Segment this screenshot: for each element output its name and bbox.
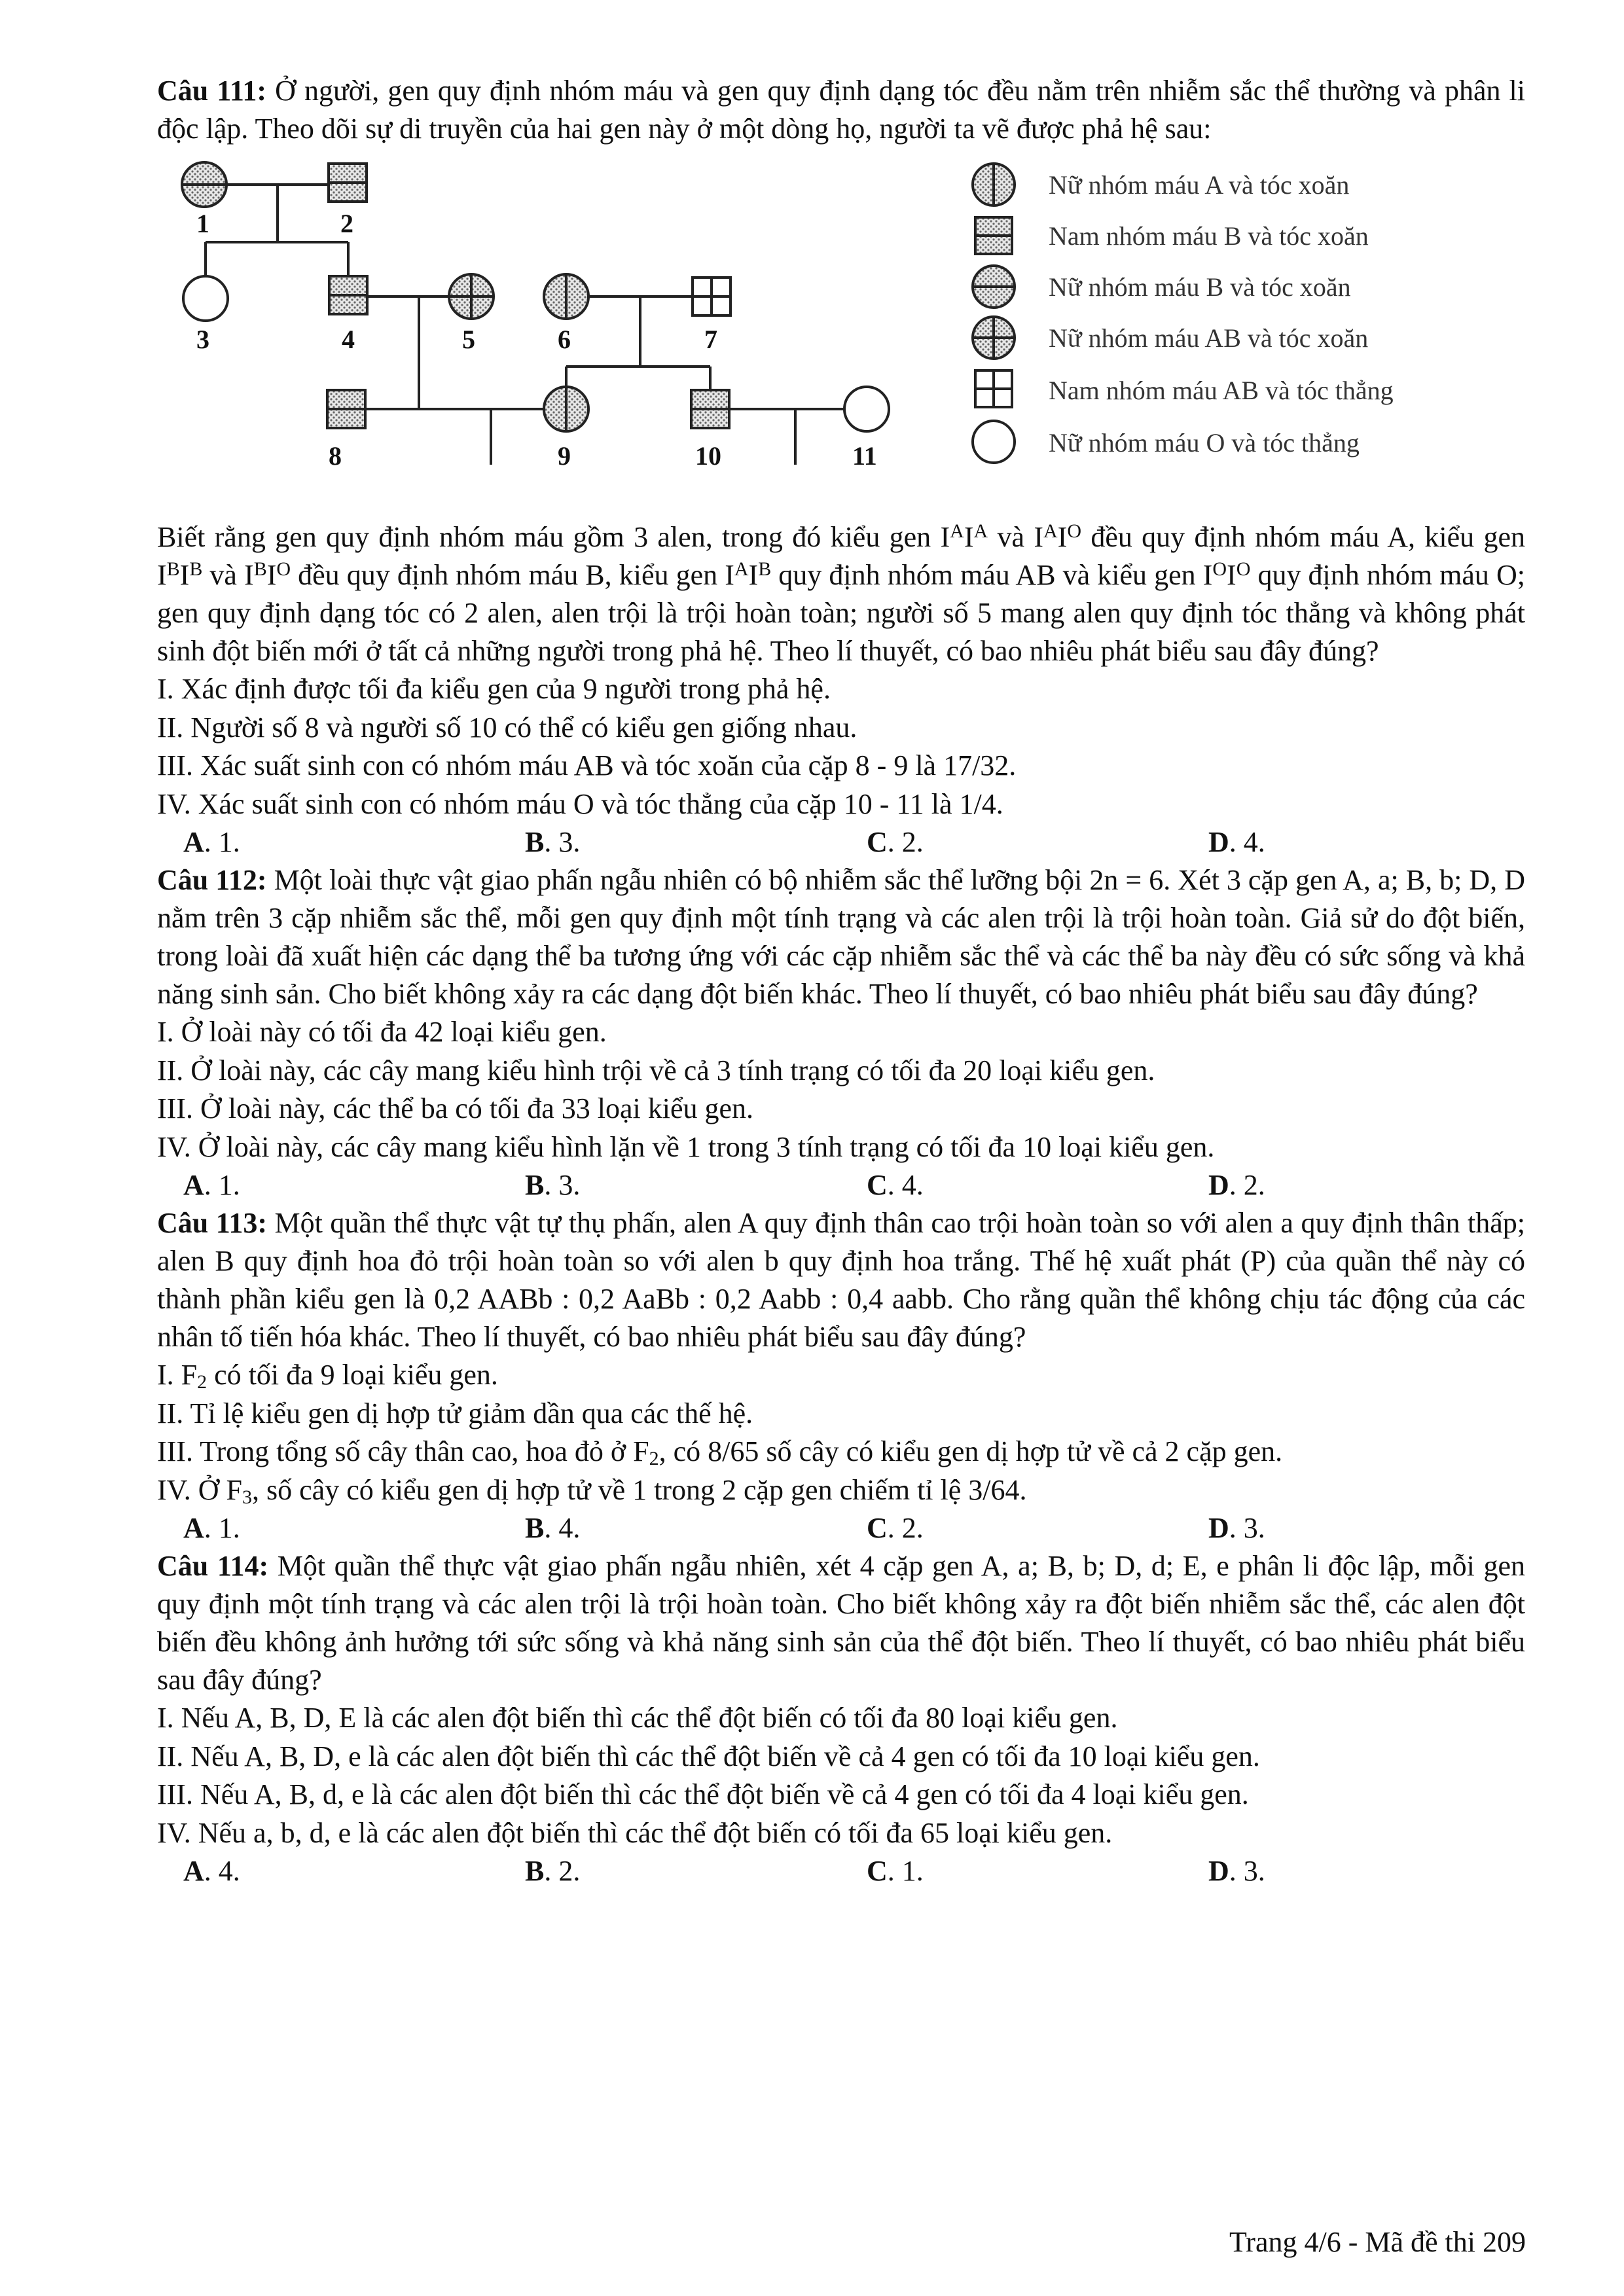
q114-statement-2: II. Nếu A, B, D, e là các alen đột biến thì các thể đột biến về cả 4 gen có tối đa 10 loại kiểu gen. <box>157 1740 1260 1772</box>
q113-s4-a: IV. Ở F <box>157 1473 243 1506</box>
q111-statement-4: IV. Xác suất sinh con có nhóm máu O và tóc thẳng của cặp 10 - 11 là 1/4. <box>157 787 1003 820</box>
q114-option-d[interactable] <box>1182 1852 1524 1890</box>
option-value: . 4. <box>544 1512 581 1544</box>
legend-male-b-curly: Nam nhóm máu B và tóc xoăn <box>1049 221 1369 251</box>
q111-body-e: quy định nhóm máu O; gen quy định dạng tóc có 2 alen, alen trội là trội hoàn toàn; người số 5 mang alen quy định tóc thẳng và không phát sinh đột biến mới ở tất cả những người trong phả hệ. Theo lí thuyết, có bao nhiêu phát biểu sau đây đúng? <box>157 559 1526 667</box>
q111-statement-1: I. Xác định được tối đa kiểu gen của 9 người trong phả hệ. <box>157 673 831 705</box>
q113-statement-3 <box>157 1433 1525 1471</box>
option-letter: C <box>867 1855 888 1887</box>
option-letter: B <box>525 1512 545 1544</box>
option-letter: B <box>525 1169 545 1201</box>
legend-female-ab-curly: Nữ nhóm máu AB và tóc xoăn <box>1049 323 1369 353</box>
sup-o1: O <box>1067 520 1081 542</box>
q114-statement-1: I. Nếu A, B, D, E là các alen đột biến thì các thể đột biến có tối đa 80 loại kiểu gen. <box>157 1702 1118 1734</box>
q112-statement-2: II. Ở loài này, các cây mang kiểu hình trội về cả 3 tính trạng có tối đa 20 loại kiểu gen. <box>157 1054 1155 1086</box>
q112-statement-4: IV. Ở loài này, các cây mang kiểu hình lặn về 1 trong 3 tính trạng có tối đa 10 loại kiểu gen. <box>157 1130 1215 1163</box>
q112-statement-1: I. Ở loài này có tối đa 42 loại kiểu gen. <box>157 1016 607 1048</box>
q112-intro <box>157 861 1525 1013</box>
option-value: . 1. <box>204 1512 240 1544</box>
allele-i-5: I <box>748 559 759 591</box>
option-value: . 2. <box>1229 1169 1265 1201</box>
option-letter: C <box>867 1512 888 1544</box>
q113-s3-sub: 2 <box>649 1448 659 1469</box>
pedigree-number-6: 6 <box>558 325 571 354</box>
q114-option-c[interactable] <box>840 1852 1182 1890</box>
q113-s4-b: , số cây có kiểu gen dị hợp tử về 1 trong 2 cặp gen chiếm tỉ lệ 3/64. <box>252 1473 1027 1506</box>
sup-a1: A <box>950 520 964 542</box>
q111-option-b[interactable] <box>499 823 840 861</box>
option-letter: C <box>867 826 888 858</box>
sup-a4: A <box>734 558 749 580</box>
q111-option-c[interactable] <box>840 823 1182 861</box>
option-value: . 1. <box>204 1169 240 1201</box>
q111-option-a[interactable] <box>157 823 499 861</box>
q113-s3-a: III. Trong tổng số cây thân cao, hoa đỏ ở F <box>157 1435 649 1467</box>
q113-s4-sub: 3 <box>242 1486 253 1508</box>
q112-option-c[interactable] <box>840 1166 1182 1204</box>
pedigree-figure <box>157 157 1525 511</box>
legend-female-a-curly: Nữ nhóm máu A và tóc xoăn <box>1049 170 1350 200</box>
pedigree-number-4: 4 <box>342 325 355 354</box>
q113-s3-b: , có 8/65 số cây có kiểu gen dị hợp tử về cả 2 cặp gen. <box>659 1435 1283 1467</box>
q111-statement-2: II. Người số 8 và người số 10 có thể có kiểu gen giống nhau. <box>157 711 857 744</box>
allele-i-6: I <box>1227 559 1236 591</box>
q111-options <box>157 823 1525 861</box>
q111-body-a: Biết rằng gen quy định nhóm máu gồm 3 alen, trong đó kiểu gen I <box>157 521 950 553</box>
q112-label: Câu 112: <box>157 864 267 896</box>
option-letter: B <box>525 1855 545 1887</box>
sup-o4: O <box>1236 558 1251 580</box>
q113-option-c[interactable] <box>840 1509 1182 1547</box>
q111-body-b: đều quy định nhóm máu A, kiểu gen I <box>157 521 1525 591</box>
q111-statement-3: III. Xác suất sinh con có nhóm máu AB và tóc xoăn của cặp 8 - 9 là 17/32. <box>157 749 1017 781</box>
q112-option-d[interactable] <box>1182 1166 1524 1204</box>
option-value: . 1. <box>887 1855 924 1887</box>
q113-options <box>157 1509 1525 1547</box>
option-value: . 2. <box>544 1855 581 1887</box>
q111-body-c: đều quy định nhóm máu B, kiểu gen I <box>291 559 734 591</box>
sup-b2: B <box>189 558 203 580</box>
q111-label: Câu 111: <box>157 75 267 107</box>
option-value: . 4. <box>887 1169 924 1201</box>
legend-female-o-straight: Nữ nhóm máu O và tóc thẳng <box>1049 428 1360 457</box>
q113-s1-sub: 2 <box>197 1371 208 1393</box>
sup-b3: B <box>253 558 267 580</box>
q114-intro <box>157 1547 1525 1699</box>
q113-option-b[interactable] <box>499 1509 840 1547</box>
allele-i-3: I <box>179 559 190 591</box>
q113-option-a[interactable] <box>157 1509 499 1547</box>
q114-intro-text: Một quần thể thực vật giao phấn ngẫu nhiên, xét 4 cặp gen A, a; B, b; D, d; E, e phân li độc lập, mỗi gen quy định một tính trạng và các alen trội là trội hoàn toàn. Cho biết không xảy ra đột biến nhiễm sắc thể, các alen đột biến đều không ảnh hưởng tới sức sống và khả năng sinh sản của thể đột biến. Theo lí thuyết, có bao nhiêu phát biểu sau đây đúng? <box>157 1550 1525 1696</box>
option-letter: D <box>1208 826 1229 858</box>
q112-intro-text: Một loài thực vật giao phấn ngẫu nhiên có bộ nhiễm sắc thể lưỡng bội 2n = 6. Xét 3 cặp gen A, a; B, b; D, D nằm trên 3 cặp nhiễm sắc thể, mỗi gen quy định một tính trạng và các alen trội là trội hoàn toàn. Giả sử do đột biến, trong loài đã xuất hiện các dạng thể ba tương ứng với các cặp nhiễm sắc thể và các thể ba này đều có sức sống và khả năng sinh sản. Cho biết không xảy ra các dạng đột biến khác. Theo lí thuyết, có bao nhiêu phát biểu sau đây đúng? <box>157 864 1525 1010</box>
person-11-symbol <box>844 387 889 431</box>
pedigree-number-9: 9 <box>558 441 571 471</box>
q113-option-d[interactable] <box>1182 1509 1524 1547</box>
q113-statement-1 <box>157 1356 1525 1395</box>
sup-a3: A <box>1043 520 1058 542</box>
q111-intro <box>157 72 1525 148</box>
option-value: . 4. <box>204 1855 240 1887</box>
q114-label: Câu 114: <box>157 1550 269 1582</box>
q114-option-a[interactable] <box>157 1852 499 1890</box>
option-value: . 3. <box>1229 1512 1265 1544</box>
page-footer: Trang 4/6 - Mã đề thi 209 <box>1229 2226 1526 2258</box>
option-value: . 4. <box>1229 826 1265 858</box>
pedigree-number-5: 5 <box>462 325 475 354</box>
q112-option-b[interactable] <box>499 1166 840 1204</box>
option-value: . 3. <box>1229 1855 1265 1887</box>
q113-label: Câu 113: <box>157 1207 267 1239</box>
q114-option-b[interactable] <box>499 1852 840 1890</box>
legend-female-b-curly: Nữ nhóm máu B và tóc xoăn <box>1049 272 1351 302</box>
pedigree-number-8: 8 <box>329 441 342 471</box>
allele-i-2: I <box>1057 521 1068 553</box>
sup-b4: B <box>758 558 772 580</box>
option-value: . 2. <box>887 826 924 858</box>
q114-options <box>157 1852 1525 1890</box>
q113-statement-4 <box>157 1471 1525 1510</box>
pedigree-number-11: 11 <box>852 441 877 471</box>
sup-a2: A <box>973 520 988 542</box>
allele-i-1: I <box>964 521 974 553</box>
person-3-symbol <box>183 276 228 321</box>
option-letter: D <box>1208 1855 1229 1887</box>
option-letter: A <box>183 1169 204 1201</box>
option-letter: A <box>183 826 204 858</box>
q114-statement-3: III. Nếu A, B, d, e là các alen đột biến thì các thể đột biến về cả 4 gen có tối đa 4 loại kiểu gen. <box>157 1778 1249 1810</box>
pedigree-number-10: 10 <box>695 441 721 471</box>
pedigree-number-3: 3 <box>196 325 209 354</box>
option-letter: B <box>525 826 545 858</box>
q111-body <box>157 518 1525 670</box>
q112-options <box>157 1166 1525 1204</box>
sup-o3: O <box>1212 558 1227 580</box>
q113-intro <box>157 1204 1525 1356</box>
option-letter: A <box>183 1512 204 1544</box>
option-value: . 1. <box>204 826 240 858</box>
q111-va: và I <box>988 521 1043 553</box>
option-value: . 3. <box>544 1169 581 1201</box>
q113-s1-a: I. F <box>157 1359 198 1391</box>
q112-statement-3: III. Ở loài này, các thể ba có tối đa 33 loại kiểu gen. <box>157 1092 754 1124</box>
legend-male-ab-straight: Nam nhóm máu AB và tóc thẳng <box>1049 376 1394 405</box>
q114-statement-4: IV. Nếu a, b, d, e là các alen đột biến thì các thể đột biến có tối đa 65 loại kiểu gen. <box>157 1816 1113 1849</box>
pedigree-legend <box>973 164 1394 463</box>
q111-body-d: quy định nhóm máu AB và kiểu gen I <box>771 559 1213 591</box>
pedigree-number-7: 7 <box>704 325 717 354</box>
pedigree-number-1: 1 <box>196 209 209 238</box>
pedigree-chart <box>157 157 1525 511</box>
q111-va2: và I <box>202 559 254 591</box>
option-letter: A <box>183 1855 204 1887</box>
q113-s1-b: có tối đa 9 loại kiểu gen. <box>207 1359 498 1391</box>
option-letter: D <box>1208 1169 1229 1201</box>
q113-intro-text: Một quần thể thực vật tự thụ phấn, alen A quy định thân cao trội hoàn toàn so với alen a quy định thân thấp; alen B quy định hoa đỏ trội hoàn toàn so với alen b quy định hoa trắng. Thế hệ xuất phát (P) của quần thể này có thành phần kiểu gen là 0,2 AABb : 0,2 AaBb : 0,2 Aabb : 0,4 aabb. Cho rằng quần thể không chịu tác động của các nhân tố tiến hóa khác. Theo lí thuyết, có bao nhiêu phát biểu sau đây đúng? <box>157 1207 1525 1353</box>
option-letter: D <box>1208 1512 1229 1544</box>
sup-o2: O <box>276 558 291 580</box>
exam-page <box>157 72 1525 1890</box>
q112-option-a[interactable] <box>157 1166 499 1204</box>
option-letter: C <box>867 1169 888 1201</box>
pedigree-number-2: 2 <box>340 209 353 238</box>
q113-statement-2: II. Tỉ lệ kiểu gen dị hợp tử giảm dần qua các thế hệ. <box>157 1397 753 1429</box>
option-value: . 3. <box>544 826 581 858</box>
q111-intro-text: Ở người, gen quy định nhóm máu và gen quy định dạng tóc đều nằm trên nhiễm sắc thể thường và phân li độc lập. Theo dõi sự di truyền của hai gen này ở một dòng họ, người ta vẽ được phả hệ sau: <box>157 75 1525 145</box>
allele-i-4: I <box>266 559 277 591</box>
q111-option-d[interactable] <box>1182 823 1524 861</box>
sup-b1: B <box>166 558 180 580</box>
option-value: . 2. <box>887 1512 924 1544</box>
